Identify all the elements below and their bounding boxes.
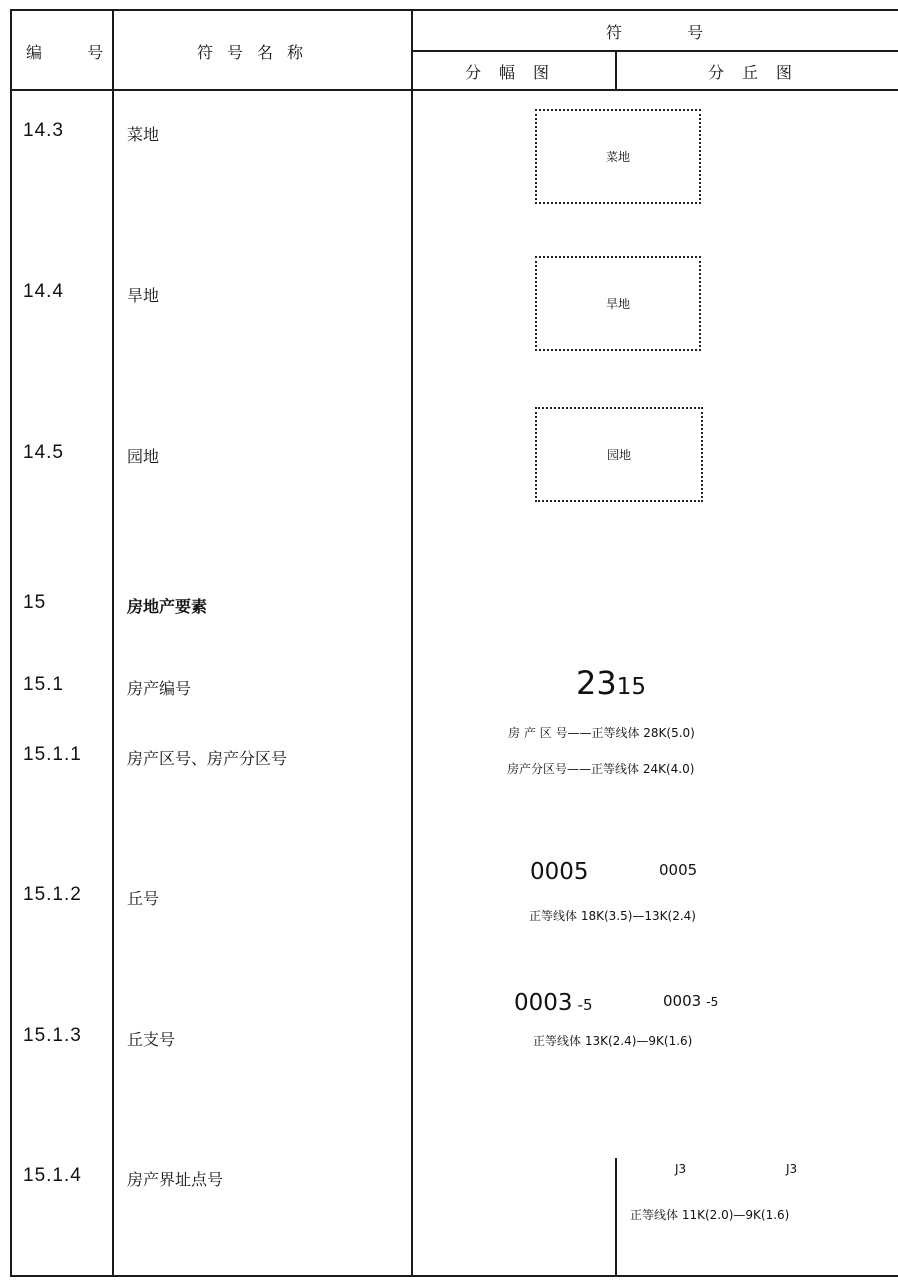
table-top-border [10, 9, 898, 11]
vegetable-land-label: 菜地 [605, 150, 630, 164]
row-name-real-estate-elements: 房地产要素 [127, 597, 208, 616]
branch-number-small-suffix: -5 [706, 995, 719, 1009]
subcolumn-divider-boundary [615, 1158, 617, 1276]
boundary-point-note: 正等线体 11K(2.0)—9K(1.6) [630, 1208, 790, 1222]
row-number-15: 15 [23, 592, 47, 613]
row-name-parcel-number: 丘号 [127, 889, 160, 908]
boundary-point-label-right: J3 [786, 1162, 798, 1176]
header-bottom-border [10, 89, 898, 91]
row-name-vegetable-land: 菜地 [127, 125, 160, 144]
column-divider-name [411, 9, 413, 1277]
branch-number-large-suffix: -5 [577, 996, 593, 1014]
header-name: 符号名称 [197, 43, 318, 62]
row-name-garden-land: 园地 [127, 447, 160, 466]
branch-number-note: 正等线体 13K(2.4)—9K(1.6) [533, 1034, 693, 1048]
house-district-number: 23 [576, 664, 617, 702]
row-number-14-3: 14.3 [23, 120, 64, 141]
column-divider-number [112, 9, 114, 1277]
house-code-note-2: 房产分区号——正等线体 24K(4.0) [507, 762, 695, 776]
row-number-14-5: 14.5 [23, 442, 64, 463]
row-name-district-code: 房产区号、房产分区号 [127, 749, 288, 768]
dry-land-label: 旱地 [605, 297, 630, 311]
header-symbol: 符 号 [606, 23, 734, 42]
row-name-dry-land: 旱地 [127, 286, 160, 305]
header-number: 编 号 [26, 43, 124, 62]
table-bottom-border [10, 1275, 898, 1277]
row-name-house-code: 房产编号 [127, 679, 192, 698]
parcel-number-small: 0005 [659, 861, 698, 879]
row-number-15-1-3: 15.1.3 [23, 1025, 82, 1046]
header-parcel-map: 分丘图 [708, 63, 811, 82]
branch-number-large-main: 0003 [514, 990, 573, 1016]
branch-number-large [514, 990, 593, 1016]
boundary-point-label-left: J3 [675, 1162, 687, 1176]
garden-land-label: 园地 [606, 448, 631, 462]
row-number-14-4: 14.4 [23, 281, 64, 302]
parcel-number-large: 0005 [530, 859, 589, 885]
header-sheet-map: 分幅图 [465, 63, 568, 82]
table-left-border [10, 9, 12, 1277]
header-symbol-split [411, 50, 898, 52]
header-subcolumn-divider [615, 50, 617, 90]
garden-land-symbol [535, 407, 703, 502]
dry-land-symbol [535, 256, 701, 351]
row-number-15-1: 15.1 [23, 674, 64, 695]
house-subdistrict-number: 15 [616, 674, 646, 700]
vegetable-land-symbol [535, 109, 701, 204]
row-number-15-1-1: 15.1.1 [23, 744, 82, 765]
branch-number-small-main: 0003 [663, 992, 702, 1010]
branch-number-small [663, 991, 718, 1010]
parcel-number-note: 正等线体 18K(3.5)—13K(2.4) [529, 909, 696, 923]
house-code-sample [576, 664, 646, 702]
row-number-15-1-2: 15.1.2 [23, 884, 82, 905]
house-code-note-1: 房 产 区 号——正等线体 28K(5.0) [508, 726, 695, 740]
row-number-15-1-4: 15.1.4 [23, 1165, 82, 1186]
row-name-boundary-point: 房产界址点号 [127, 1170, 224, 1189]
row-name-branch-number: 丘支号 [127, 1030, 176, 1049]
